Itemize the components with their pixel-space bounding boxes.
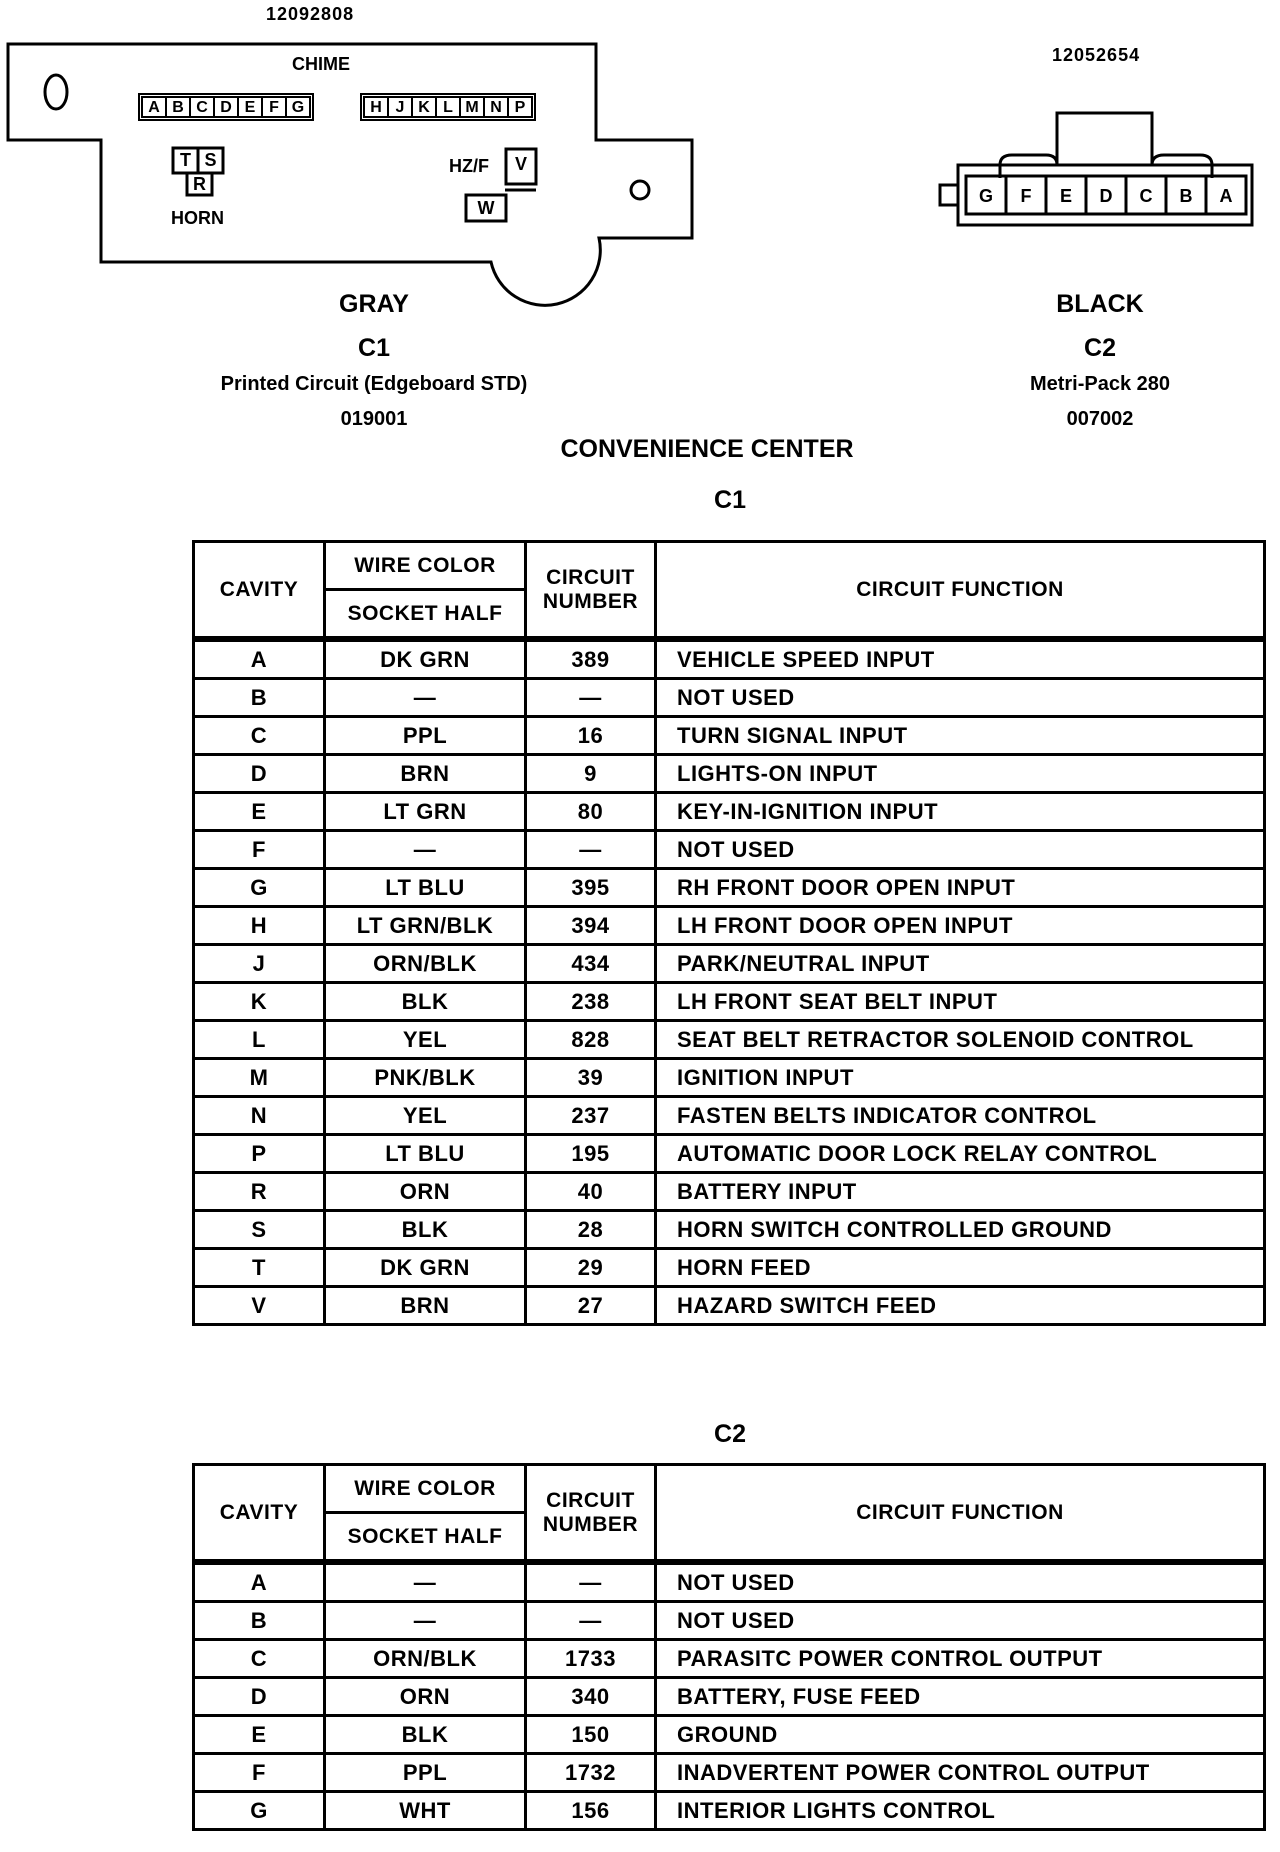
header-number: NUMBER [542, 589, 639, 613]
cell-circuit-function: NOT USED [656, 1562, 1265, 1602]
cell-wire-color: PNK/BLK [325, 1059, 526, 1097]
table-row [194, 793, 1265, 831]
cell-circuit-number: 28 [526, 1211, 656, 1249]
table-row [194, 1754, 1265, 1792]
cell-circuit-function: BATTERY, FUSE FEED [656, 1678, 1265, 1716]
cell-cavity: F [194, 1754, 325, 1792]
cell-cavity: A [194, 1562, 325, 1602]
cell-wire-color: LT GRN/BLK [325, 907, 526, 945]
header-wire-color: WIRE COLOR [325, 542, 526, 590]
cell-circuit-function: NOT USED [656, 679, 1265, 717]
header-circuit: CIRCUIT [546, 1488, 635, 1512]
table-row [194, 1173, 1265, 1211]
c2-cavity-label: E [1059, 186, 1073, 206]
table-row [194, 1059, 1265, 1097]
cell-wire-color: ORN/BLK [325, 1640, 526, 1678]
cell-circuit-number: 828 [526, 1021, 656, 1059]
cell-circuit-function: VEHICLE SPEED INPUT [656, 639, 1265, 679]
table-row [194, 907, 1265, 945]
cell-cavity: M [194, 1059, 325, 1097]
c2-color-label: BLACK [1056, 290, 1144, 318]
cell-circuit-number: — [526, 1562, 656, 1602]
c1-name-label: C1 [358, 334, 390, 362]
c2-connector-latch [1057, 113, 1152, 165]
cell-cavity: S [194, 1211, 325, 1249]
cell-circuit-function: HAZARD SWITCH FEED [656, 1287, 1265, 1325]
cell-circuit-number: 29 [526, 1249, 656, 1287]
table-row [194, 1562, 1265, 1602]
cell-cavity: E [194, 793, 325, 831]
c2-cavity-label: C [1139, 186, 1153, 206]
cell-circuit-function: TURN SIGNAL INPUT [656, 717, 1265, 755]
c1-part-number: 12092808 [266, 4, 355, 24]
c2-cavity-label: G [978, 186, 994, 206]
cell-circuit-function: LH FRONT DOOR OPEN INPUT [656, 907, 1265, 945]
table-row [194, 831, 1265, 869]
c2-connector-drawing [0, 0, 1280, 320]
cell-wire-color: BRN [325, 1287, 526, 1325]
c1-cavity-left-label: D [220, 99, 232, 116]
c2-cavity-row [966, 176, 1246, 214]
cell-circuit-function: IGNITION INPUT [656, 1059, 1265, 1097]
cell-wire-color: — [325, 1562, 526, 1602]
table-row [194, 679, 1265, 717]
cell-circuit-function: NOT USED [656, 1602, 1265, 1640]
c2-type-label: Metri-Pack 280 [1029, 373, 1171, 395]
cell-circuit-number: 434 [526, 945, 656, 983]
c1-code-label: 019001 [340, 408, 408, 430]
header-wire-color: WIRE COLOR [325, 1465, 526, 1513]
c1-color-label: GRAY [339, 290, 409, 318]
c1-cavity-right-label: M [465, 99, 479, 116]
cell-wire-color: ORN/BLK [325, 945, 526, 983]
cell-circuit-function: INTERIOR LIGHTS CONTROL [656, 1792, 1265, 1830]
c2-connector-left-tab [940, 185, 958, 205]
cell-cavity: A [194, 639, 325, 679]
cell-circuit-number: 395 [526, 869, 656, 907]
cell-wire-color: YEL [325, 1097, 526, 1135]
cell-circuit-function: HORN SWITCH CONTROLLED GROUND [656, 1211, 1265, 1249]
cell-wire-color: DK GRN [325, 639, 526, 679]
cell-circuit-number: 27 [526, 1287, 656, 1325]
c2-part-number: 12052654 [1052, 45, 1141, 65]
header-number: NUMBER [542, 1512, 639, 1536]
header-circuit-function: CIRCUIT FUNCTION [656, 1465, 1265, 1563]
cell-wire-color: — [325, 1602, 526, 1640]
cell-cavity: J [194, 945, 325, 983]
c1-type-label: Printed Circuit (Edgeboard STD) [220, 373, 528, 395]
table-row [194, 1249, 1265, 1287]
c1-horn-label: HORN [171, 208, 224, 228]
cell-circuit-function: LH FRONT SEAT BELT INPUT [656, 983, 1265, 1021]
c1-cavity-left-label: B [172, 99, 184, 116]
cell-wire-color: ORN [325, 1678, 526, 1716]
c1-cavity-r-label: R [193, 174, 206, 194]
cell-circuit-number: 389 [526, 639, 656, 679]
c1-cavity-right-label: P [514, 99, 526, 116]
header-circuit-number [526, 542, 656, 640]
c2-cavity-label: D [1099, 186, 1113, 206]
c1-cavity-left-label: E [244, 99, 256, 116]
cell-circuit-number: 16 [526, 717, 656, 755]
table-row [194, 945, 1265, 983]
cell-cavity: G [194, 869, 325, 907]
cell-cavity: R [194, 1173, 325, 1211]
cell-circuit-number: 9 [526, 755, 656, 793]
table-row [194, 1021, 1265, 1059]
table-row [194, 1792, 1265, 1830]
table-row [194, 983, 1265, 1021]
cell-circuit-function: LIGHTS-ON INPUT [656, 755, 1265, 793]
c2-cavity-label: F [1020, 186, 1032, 206]
cell-circuit-number: 156 [526, 1792, 656, 1830]
cell-cavity: V [194, 1287, 325, 1325]
cell-wire-color: PPL [325, 1754, 526, 1792]
cell-cavity: K [194, 983, 325, 1021]
table-row [194, 1135, 1265, 1173]
table-c2 [192, 1463, 1266, 1831]
c1-cavity-right-label: J [395, 99, 405, 116]
table-row [194, 717, 1265, 755]
cell-circuit-number: 80 [526, 793, 656, 831]
cell-wire-color: BLK [325, 1716, 526, 1754]
c1-cavity-w-label: W [477, 198, 495, 218]
cell-cavity: N [194, 1097, 325, 1135]
table-c1 [192, 540, 1266, 1326]
header-cavity: CAVITY [194, 1465, 325, 1563]
cell-circuit-function: RH FRONT DOOR OPEN INPUT [656, 869, 1265, 907]
cell-circuit-number: — [526, 679, 656, 717]
cell-cavity: E [194, 1716, 325, 1754]
c1-cavity-left-label: C [196, 99, 208, 116]
cell-cavity: F [194, 831, 325, 869]
cell-circuit-function: GROUND [656, 1716, 1265, 1754]
cell-circuit-number: 1732 [526, 1754, 656, 1792]
cell-cavity: C [194, 717, 325, 755]
table-row [194, 1287, 1265, 1325]
cell-circuit-number: 237 [526, 1097, 656, 1135]
cell-circuit-function: PARASITC POWER CONTROL OUTPUT [656, 1640, 1265, 1678]
table-row [194, 755, 1265, 793]
c1-cavity-s-label: S [204, 150, 217, 170]
table-row [194, 1602, 1265, 1640]
cell-circuit-function: PARK/NEUTRAL INPUT [656, 945, 1265, 983]
cell-circuit-number: 195 [526, 1135, 656, 1173]
c1-cavity-right-label: N [490, 99, 502, 116]
cell-circuit-function: BATTERY INPUT [656, 1173, 1265, 1211]
cell-circuit-function: SEAT BELT RETRACTOR SOLENOID CONTROL [656, 1021, 1265, 1059]
header-circuit-number [526, 1465, 656, 1563]
c1-cavity-right-label: H [370, 99, 382, 116]
c1-cavity-t-label: T [180, 150, 191, 170]
cell-circuit-number: 394 [526, 907, 656, 945]
cell-circuit-number: — [526, 1602, 656, 1640]
cell-cavity: D [194, 755, 325, 793]
cell-circuit-number: 340 [526, 1678, 656, 1716]
table-row [194, 869, 1265, 907]
cell-cavity: T [194, 1249, 325, 1287]
c1-cavity-right-label: L [443, 99, 453, 116]
cell-cavity: B [194, 679, 325, 717]
cell-cavity: H [194, 907, 325, 945]
c2-cavity-label: A [1219, 186, 1233, 206]
c1-cavity-left-label: A [148, 99, 160, 116]
header-socket-half: SOCKET HALF [325, 1513, 526, 1563]
cell-wire-color: — [325, 831, 526, 869]
header-circuit-function: CIRCUIT FUNCTION [656, 542, 1265, 640]
cell-wire-color: — [325, 679, 526, 717]
cell-wire-color: BLK [325, 1211, 526, 1249]
c1-cavity-left-label: F [269, 99, 279, 116]
cell-circuit-function: AUTOMATIC DOOR LOCK RELAY CONTROL [656, 1135, 1265, 1173]
c1-chime-label: CHIME [292, 54, 350, 74]
cell-circuit-function: NOT USED [656, 831, 1265, 869]
cell-wire-color: ORN [325, 1173, 526, 1211]
table-row [194, 1211, 1265, 1249]
cell-circuit-number: 39 [526, 1059, 656, 1097]
table-c2-title: C2 [714, 1420, 746, 1448]
cell-cavity: G [194, 1792, 325, 1830]
cell-wire-color: PPL [325, 717, 526, 755]
c1-hzf-label: HZ/F [449, 156, 489, 176]
table-row [194, 1716, 1265, 1754]
table-row [194, 639, 1265, 679]
cell-wire-color: LT BLU [325, 1135, 526, 1173]
header-circuit: CIRCUIT [546, 565, 635, 589]
cell-wire-color: LT GRN [325, 793, 526, 831]
main-title: CONVENIENCE CENTER [560, 435, 854, 463]
header-socket-half: SOCKET HALF [325, 590, 526, 640]
cell-wire-color: DK GRN [325, 1249, 526, 1287]
cell-circuit-function: INADVERTENT POWER CONTROL OUTPUT [656, 1754, 1265, 1792]
cell-circuit-number: — [526, 831, 656, 869]
cell-circuit-number: 40 [526, 1173, 656, 1211]
cell-wire-color: YEL [325, 1021, 526, 1059]
table-row [194, 1678, 1265, 1716]
cell-circuit-number: 238 [526, 983, 656, 1021]
cell-cavity: L [194, 1021, 325, 1059]
table-row [194, 1640, 1265, 1678]
cell-wire-color: BLK [325, 983, 526, 1021]
cell-circuit-function: FASTEN BELTS INDICATOR CONTROL [656, 1097, 1265, 1135]
cell-cavity: P [194, 1135, 325, 1173]
cell-wire-color: WHT [325, 1792, 526, 1830]
cell-circuit-function: HORN FEED [656, 1249, 1265, 1287]
cell-circuit-function: KEY-IN-IGNITION INPUT [656, 793, 1265, 831]
cell-cavity: B [194, 1602, 325, 1640]
c2-name-label: C2 [1084, 334, 1116, 362]
cell-wire-color: LT BLU [325, 869, 526, 907]
c1-cavity-left-label: G [291, 99, 305, 116]
cell-wire-color: BRN [325, 755, 526, 793]
table-c1-title: C1 [714, 486, 746, 514]
c1-cavity-right-label: K [418, 99, 430, 116]
table-row [194, 1097, 1265, 1135]
c1-cavity-v-label: V [514, 154, 527, 174]
cell-cavity: D [194, 1678, 325, 1716]
cell-circuit-number: 1733 [526, 1640, 656, 1678]
c2-cavity-label: B [1179, 186, 1193, 206]
c2-code-label: 007002 [1066, 408, 1134, 430]
header-cavity: CAVITY [194, 542, 325, 640]
cell-cavity: C [194, 1640, 325, 1678]
cell-circuit-number: 150 [526, 1716, 656, 1754]
